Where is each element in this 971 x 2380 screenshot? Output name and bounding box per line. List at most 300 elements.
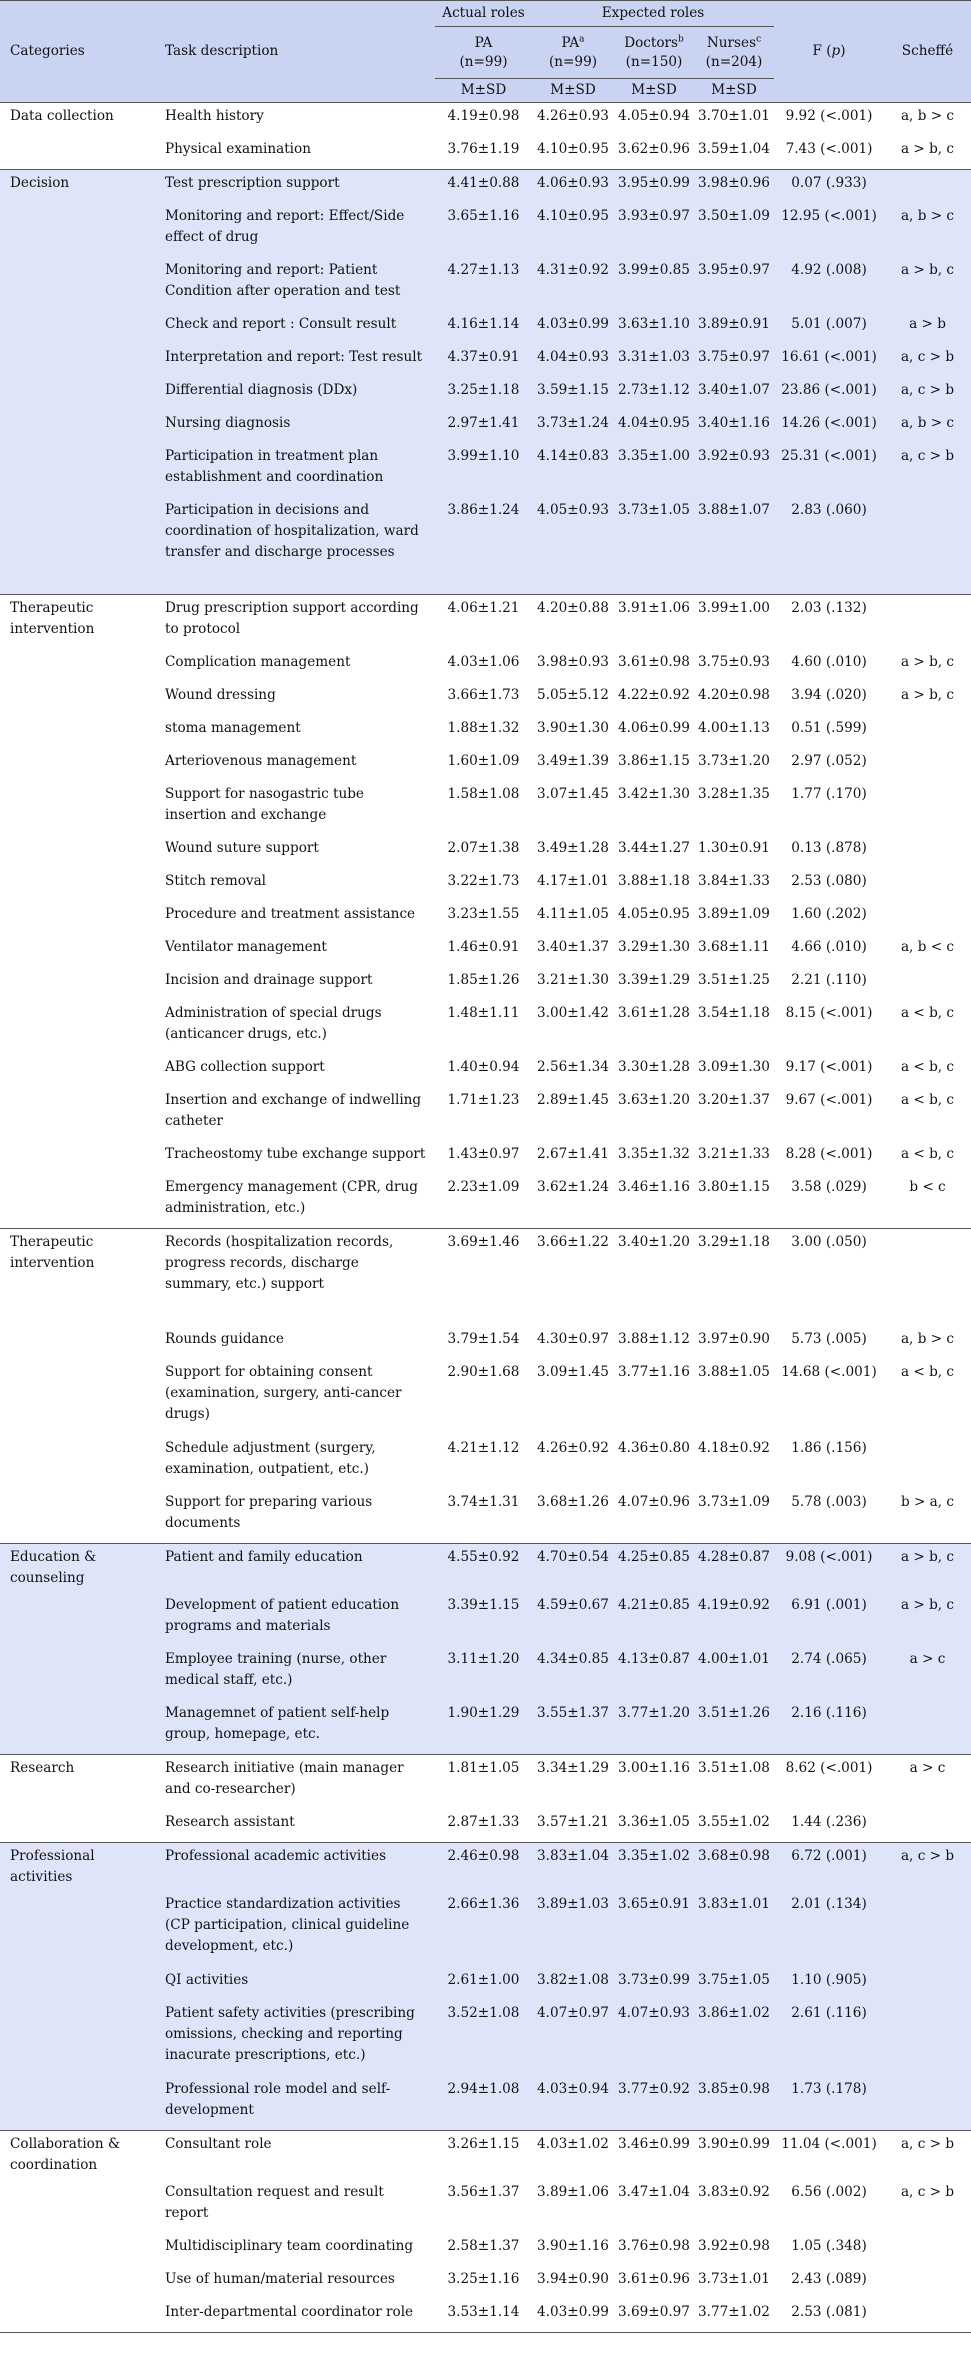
f-value-cell — [774, 1435, 884, 1489]
scheffe-cell — [884, 1435, 971, 1489]
header-f-label: F ( — [812, 43, 832, 59]
scheffe-text: a > c — [909, 1760, 946, 1776]
nurses-text: 3.73±1.09 — [698, 1494, 770, 1510]
scheffe-cell — [884, 1891, 971, 1967]
f-value-text: 1.86 (.156) — [791, 1440, 867, 1456]
nurses-text: 3.80±1.15 — [698, 1179, 770, 1195]
doctors-text: 3.76±0.98 — [618, 2238, 690, 2254]
pa-expected-text: 4.17±1.01 — [537, 873, 609, 889]
pa-expected-text: 3.89±1.06 — [537, 2184, 609, 2200]
nurses-cell — [694, 377, 774, 410]
category-cell — [0, 1967, 165, 2000]
doctors-cell — [614, 443, 694, 497]
pa-actual-cell — [435, 103, 532, 137]
f-value-cell — [774, 1843, 884, 1892]
task-description-cell — [165, 136, 435, 170]
pa-actual-cell — [435, 715, 532, 748]
scheffe-text: a < b, c — [900, 1146, 955, 1162]
pa-expected-cell — [532, 497, 614, 595]
pa-expected-cell — [532, 443, 614, 497]
category-cell — [0, 649, 165, 682]
scheffe-cell — [884, 901, 971, 934]
table-row — [0, 1141, 971, 1174]
nurses-cell — [694, 2233, 774, 2266]
pa-actual-cell — [435, 2000, 532, 2076]
f-value-cell — [774, 1174, 884, 1229]
nurses-cell — [694, 967, 774, 1000]
task-description-text: Consultation request and result report — [165, 2184, 384, 2221]
header-task-description: Task description — [165, 1, 435, 103]
category-cell — [0, 781, 165, 835]
scheffe-text: a, b > c — [900, 1331, 955, 1347]
pa-expected-cell — [532, 1809, 614, 1843]
header-nurses — [694, 27, 774, 79]
nurses-text: 3.68±1.11 — [698, 939, 770, 955]
scheffe-cell — [884, 1087, 971, 1141]
doctors-cell — [614, 1326, 694, 1359]
f-value-text: 11.04 (<.001) — [781, 2136, 877, 2152]
nurses-text: 3.88±1.05 — [698, 1364, 770, 1380]
doctors-text: 3.35±1.02 — [618, 1848, 690, 1864]
pa-actual-text: 2.90±1.68 — [447, 1364, 520, 1380]
pa-actual-text: 1.58±1.08 — [447, 786, 520, 802]
task-description-text: Development of patient education programs and materials — [165, 1597, 400, 1634]
f-value-cell — [774, 136, 884, 170]
nurses-cell — [694, 1054, 774, 1087]
doctors-cell — [614, 1592, 694, 1646]
task-description-cell — [165, 2076, 435, 2131]
nurses-cell — [694, 1000, 774, 1054]
scheffe-cell — [884, 1592, 971, 1646]
table-row — [0, 835, 971, 868]
f-value-text: 23.86 (<.001) — [781, 382, 877, 398]
scheffe-text: a < b, c — [900, 1364, 955, 1380]
nurses-text: 3.51±1.08 — [698, 1760, 770, 1776]
doctors-cell — [614, 377, 694, 410]
pa-actual-text: 3.11±1.20 — [447, 1651, 520, 1667]
table-row — [0, 497, 971, 595]
doctors-text: 3.73±0.99 — [618, 1972, 690, 1988]
nurses-text: 3.83±1.01 — [698, 1896, 770, 1912]
nurses-cell — [694, 1489, 774, 1544]
nurses-cell — [694, 1843, 774, 1892]
doctors-cell — [614, 1843, 694, 1892]
pa-expected-cell — [532, 595, 614, 650]
f-value-text: 0.51 (.599) — [791, 720, 867, 736]
pa-expected-text: 3.73±1.24 — [537, 415, 609, 431]
header-doctors-label: Doctors — [624, 34, 679, 51]
scheffe-text: a < b, c — [900, 1092, 955, 1108]
pa-expected-text: 3.66±1.22 — [537, 1234, 609, 1250]
pa-expected-cell — [532, 1891, 614, 1967]
table-row — [0, 1544, 971, 1593]
scheffe-cell — [884, 2299, 971, 2333]
nurses-cell — [694, 901, 774, 934]
category-cell — [0, 2266, 165, 2299]
pa-expected-cell — [532, 1229, 614, 1327]
pa-expected-cell — [532, 1755, 614, 1810]
table-row — [0, 257, 971, 311]
pa-expected-text: 3.90±1.30 — [537, 720, 609, 736]
category-cell — [0, 1229, 165, 1327]
doctors-cell — [614, 170, 694, 204]
nurses-cell — [694, 1174, 774, 1229]
scheffe-cell — [884, 1141, 971, 1174]
scheffe-cell — [884, 170, 971, 204]
task-description-cell — [165, 170, 435, 204]
pa-expected-cell — [532, 1326, 614, 1359]
task-description-text: Interpretation and report: Test result — [165, 349, 423, 365]
scheffe-cell — [884, 2000, 971, 2076]
table-row — [0, 1891, 971, 1967]
f-value-text: 1.44 (.236) — [791, 1814, 867, 1830]
task-description-text: Monitoring and report: Effect/Side effect of drug — [165, 208, 405, 245]
scheffe-cell — [884, 1843, 971, 1892]
pa-actual-cell — [435, 1174, 532, 1229]
category-text: Therapeutic intervention — [10, 600, 95, 637]
task-description-text: Professional role model and self-development — [165, 2081, 391, 2118]
nurses-text: 3.70±1.01 — [698, 108, 770, 124]
header-categories: Categories — [0, 1, 165, 103]
pa-actual-cell — [435, 748, 532, 781]
doctors-cell — [614, 344, 694, 377]
table-row — [0, 1646, 971, 1700]
doctors-text: 4.25±0.85 — [618, 1549, 690, 1565]
pa-actual-cell — [435, 443, 532, 497]
task-description-cell — [165, 377, 435, 410]
f-value-text: 2.83 (.060) — [791, 502, 867, 518]
header-doctors-n: (n=150) — [625, 53, 683, 70]
pa-actual-text: 3.79±1.54 — [447, 1331, 520, 1347]
scheffe-text: a < b, c — [900, 1059, 955, 1075]
f-value-cell — [774, 748, 884, 781]
pa-expected-cell — [532, 257, 614, 311]
pa-expected-text: 2.89±1.45 — [537, 1092, 609, 1108]
f-value-text: 4.92 (.008) — [791, 262, 867, 278]
pa-expected-cell — [532, 682, 614, 715]
pa-expected-text: 4.20±0.88 — [537, 600, 609, 616]
doctors-cell — [614, 2076, 694, 2131]
doctors-cell — [614, 1544, 694, 1593]
pa-actual-cell — [435, 136, 532, 170]
pa-expected-text: 4.10±0.95 — [537, 208, 609, 224]
f-value-text: 5.78 (.003) — [791, 1494, 867, 1510]
scheffe-text: a, c > b — [900, 448, 955, 464]
task-description-text: Research initiative (main manager and co-researcher) — [165, 1760, 404, 1797]
doctors-text: 3.77±0.92 — [618, 2081, 690, 2097]
pa-actual-cell — [435, 1326, 532, 1359]
f-value-cell — [774, 1229, 884, 1327]
doctors-text: 4.13±0.87 — [618, 1651, 690, 1667]
nurses-text: 4.00±1.01 — [698, 1651, 770, 1667]
doctors-cell — [614, 103, 694, 137]
category-cell — [0, 2000, 165, 2076]
f-value-cell — [774, 2131, 884, 2180]
pa-actual-cell — [435, 2179, 532, 2233]
table-body — [0, 103, 971, 2333]
table-row — [0, 311, 971, 344]
task-description-text: Support for preparing various documents — [165, 1494, 373, 1531]
f-value-cell — [774, 1755, 884, 1810]
doctors-cell — [614, 203, 694, 257]
pa-actual-cell — [435, 497, 532, 595]
doctors-cell — [614, 868, 694, 901]
table-row — [0, 967, 971, 1000]
doctors-cell — [614, 967, 694, 1000]
task-description-text: Use of human/material resources — [165, 2271, 395, 2287]
scheffe-cell — [884, 2076, 971, 2131]
doctors-text: 4.21±0.85 — [618, 1597, 690, 1613]
doctors-text: 3.88±1.18 — [618, 873, 690, 889]
pa-expected-text: 4.06±0.93 — [537, 175, 609, 191]
pa-expected-text: 3.55±1.37 — [537, 1705, 609, 1721]
pa-actual-cell — [435, 410, 532, 443]
nurses-cell — [694, 136, 774, 170]
task-description-cell — [165, 1174, 435, 1229]
scheffe-cell — [884, 311, 971, 344]
pa-expected-cell — [532, 1174, 614, 1229]
category-text: Education & counseling — [10, 1549, 97, 1586]
doctors-text: 3.88±1.12 — [618, 1331, 690, 1347]
nurses-cell — [694, 1809, 774, 1843]
nurses-text: 3.59±1.04 — [698, 141, 770, 157]
doctors-cell — [614, 2266, 694, 2299]
nurses-cell — [694, 1755, 774, 1810]
table-row — [0, 2000, 971, 2076]
scheffe-cell — [884, 1054, 971, 1087]
pa-expected-cell — [532, 1967, 614, 2000]
pa-actual-cell — [435, 1891, 532, 1967]
pa-expected-text: 3.34±1.29 — [537, 1760, 609, 1776]
f-value-text: 2.01 (.134) — [791, 1896, 867, 1912]
f-value-cell — [774, 203, 884, 257]
scheffe-text: a > b, c — [900, 654, 955, 670]
task-description-text: Ventilator management — [165, 939, 327, 955]
scheffe-text: a > b, c — [900, 141, 955, 157]
task-description-cell — [165, 967, 435, 1000]
task-description-cell — [165, 748, 435, 781]
header-f — [774, 1, 884, 103]
doctors-text: 4.04±0.95 — [618, 415, 690, 431]
task-description-cell — [165, 1544, 435, 1593]
category-cell — [0, 2131, 165, 2180]
nurses-cell — [694, 1326, 774, 1359]
f-value-cell — [774, 2000, 884, 2076]
pa-expected-cell — [532, 136, 614, 170]
nurses-text: 3.40±1.16 — [698, 415, 770, 431]
header-doctors — [614, 27, 694, 79]
doctors-cell — [614, 257, 694, 311]
nurses-text: 3.73±1.01 — [698, 2271, 770, 2287]
task-description-cell — [165, 1646, 435, 1700]
f-value-cell — [774, 377, 884, 410]
f-value-cell — [774, 1967, 884, 2000]
scheffe-cell — [884, 649, 971, 682]
nurses-text: 3.75±0.97 — [698, 349, 770, 365]
doctors-cell — [614, 595, 694, 650]
scheffe-cell — [884, 2266, 971, 2299]
nurses-cell — [694, 934, 774, 967]
f-value-text: 5.73 (.005) — [791, 1331, 867, 1347]
pa-expected-text: 4.34±0.85 — [537, 1651, 609, 1667]
task-description-text: Stitch removal — [165, 873, 267, 889]
task-description-text: Support for obtaining consent (examination, surgery, anti-cancer drugs) — [165, 1364, 402, 1422]
doctors-cell — [614, 2000, 694, 2076]
pa-actual-cell — [435, 1544, 532, 1593]
f-value-cell — [774, 103, 884, 137]
task-description-cell — [165, 2266, 435, 2299]
scheffe-text: a, c > b — [900, 349, 955, 365]
nurses-text: 3.85±0.98 — [698, 2081, 770, 2097]
task-description-cell — [165, 1326, 435, 1359]
pa-actual-text: 3.25±1.16 — [447, 2271, 520, 2287]
table-row — [0, 1489, 971, 1544]
f-value-text: 0.07 (.933) — [791, 175, 867, 191]
doctors-text: 3.31±1.03 — [618, 349, 690, 365]
pa-actual-cell — [435, 1843, 532, 1892]
nurses-cell — [694, 203, 774, 257]
nurses-text: 1.30±0.91 — [698, 840, 770, 856]
pa-expected-cell — [532, 1489, 614, 1544]
doctors-cell — [614, 748, 694, 781]
pa-actual-text: 1.46±0.91 — [447, 939, 520, 955]
doctors-text: 2.73±1.12 — [618, 382, 690, 398]
pa-expected-cell — [532, 1054, 614, 1087]
nurses-text: 3.92±0.98 — [698, 2238, 770, 2254]
task-description-cell — [165, 1843, 435, 1892]
doctors-text: 3.46±0.99 — [618, 2136, 690, 2152]
f-value-text: 1.10 (.905) — [791, 1972, 867, 1988]
f-value-cell — [774, 715, 884, 748]
scheffe-cell — [884, 1967, 971, 2000]
nurses-text: 3.09±1.30 — [698, 1059, 770, 1075]
scheffe-cell — [884, 715, 971, 748]
task-description-text: stoma management — [165, 720, 301, 736]
task-description-text: Wound suture support — [165, 840, 319, 856]
task-description-text: Administration of special drugs (anticancer drugs, etc.) — [165, 1005, 382, 1042]
pa-actual-cell — [435, 1967, 532, 2000]
doctors-cell — [614, 1435, 694, 1489]
pa-expected-cell — [532, 410, 614, 443]
pa-actual-cell — [435, 835, 532, 868]
f-value-cell — [774, 967, 884, 1000]
pa-expected-text: 4.04±0.93 — [537, 349, 609, 365]
category-cell — [0, 1435, 165, 1489]
table-row — [0, 170, 971, 204]
nurses-cell — [694, 1891, 774, 1967]
category-cell — [0, 410, 165, 443]
task-description-cell — [165, 1809, 435, 1843]
task-description-text: Inter-departmental coordinator role — [165, 2304, 414, 2320]
header-pa-expected-sup: a — [579, 33, 585, 44]
nurses-text: 3.88±1.07 — [698, 502, 770, 518]
category-cell — [0, 103, 165, 137]
header-nurses-sup: c — [756, 33, 762, 44]
doctors-text: 3.61±0.96 — [618, 2271, 690, 2287]
table-row — [0, 2179, 971, 2233]
nurses-cell — [694, 344, 774, 377]
f-value-text: 6.72 (.001) — [791, 1848, 867, 1864]
doctors-cell — [614, 835, 694, 868]
table-row — [0, 1326, 971, 1359]
nurses-text: 3.89±0.91 — [698, 316, 770, 332]
table-row — [0, 1054, 971, 1087]
nurses-cell — [694, 868, 774, 901]
task-description-cell — [165, 344, 435, 377]
nurses-text: 3.73±1.20 — [698, 753, 770, 769]
pa-expected-text: 4.03±0.99 — [537, 316, 609, 332]
scheffe-cell — [884, 1229, 971, 1327]
table-row — [0, 344, 971, 377]
pa-actual-cell — [435, 2299, 532, 2333]
pa-expected-text: 4.03±0.94 — [537, 2081, 609, 2097]
f-value-text: 6.91 (.001) — [791, 1597, 867, 1613]
doctors-cell — [614, 1087, 694, 1141]
pa-expected-cell — [532, 1141, 614, 1174]
pa-expected-text: 3.89±1.03 — [537, 1896, 609, 1912]
f-value-text: 2.74 (.065) — [791, 1651, 867, 1667]
task-description-text: Rounds guidance — [165, 1331, 284, 1347]
pa-actual-cell — [435, 2131, 532, 2180]
header-nurses-label: Nurses — [706, 34, 757, 51]
f-value-text: 9.08 (<.001) — [785, 1549, 873, 1565]
pa-actual-text: 1.90±1.29 — [447, 1705, 520, 1721]
pa-expected-text: 4.70±0.54 — [537, 1549, 609, 1565]
doctors-cell — [614, 901, 694, 934]
pa-actual-text: 3.86±1.24 — [447, 502, 520, 518]
pa-actual-cell — [435, 344, 532, 377]
category-cell — [0, 203, 165, 257]
f-value-text: 2.53 (.081) — [791, 2304, 867, 2320]
scheffe-cell — [884, 377, 971, 410]
scheffe-cell — [884, 2233, 971, 2266]
f-value-text: 9.92 (<.001) — [785, 108, 873, 124]
pa-expected-cell — [532, 1544, 614, 1593]
nurses-text: 3.51±1.26 — [698, 1705, 770, 1721]
pa-actual-cell — [435, 1809, 532, 1843]
table-row — [0, 136, 971, 170]
task-description-text: Test prescription support — [165, 175, 340, 191]
task-description-text: Consultant role — [165, 2136, 272, 2152]
f-value-cell — [774, 595, 884, 650]
pa-actual-text: 3.66±1.73 — [447, 687, 520, 703]
f-value-cell — [774, 835, 884, 868]
f-value-cell — [774, 1544, 884, 1593]
scheffe-cell — [884, 1646, 971, 1700]
scheffe-cell — [884, 257, 971, 311]
task-description-text: Incision and drainage support — [165, 972, 373, 988]
task-description-text: Health history — [165, 108, 264, 124]
pa-expected-text: 4.26±0.93 — [537, 108, 609, 124]
doctors-text: 3.86±1.15 — [618, 753, 690, 769]
f-value-cell — [774, 410, 884, 443]
header-msd-pa: M±SD — [435, 79, 532, 103]
doctors-text: 3.69±0.97 — [618, 2304, 690, 2320]
pa-expected-cell — [532, 344, 614, 377]
nurses-cell — [694, 410, 774, 443]
task-description-text: Check and report : Consult result — [165, 316, 397, 332]
table-row — [0, 2131, 971, 2180]
doctors-cell — [614, 1646, 694, 1700]
category-cell — [0, 868, 165, 901]
scheffe-cell — [884, 1809, 971, 1843]
f-value-text: 3.58 (.029) — [791, 1179, 867, 1195]
scheffe-cell — [884, 682, 971, 715]
doctors-cell — [614, 311, 694, 344]
f-value-text: 2.21 (.110) — [791, 972, 867, 988]
pa-expected-cell — [532, 311, 614, 344]
doctors-text: 3.73±1.05 — [618, 502, 690, 518]
